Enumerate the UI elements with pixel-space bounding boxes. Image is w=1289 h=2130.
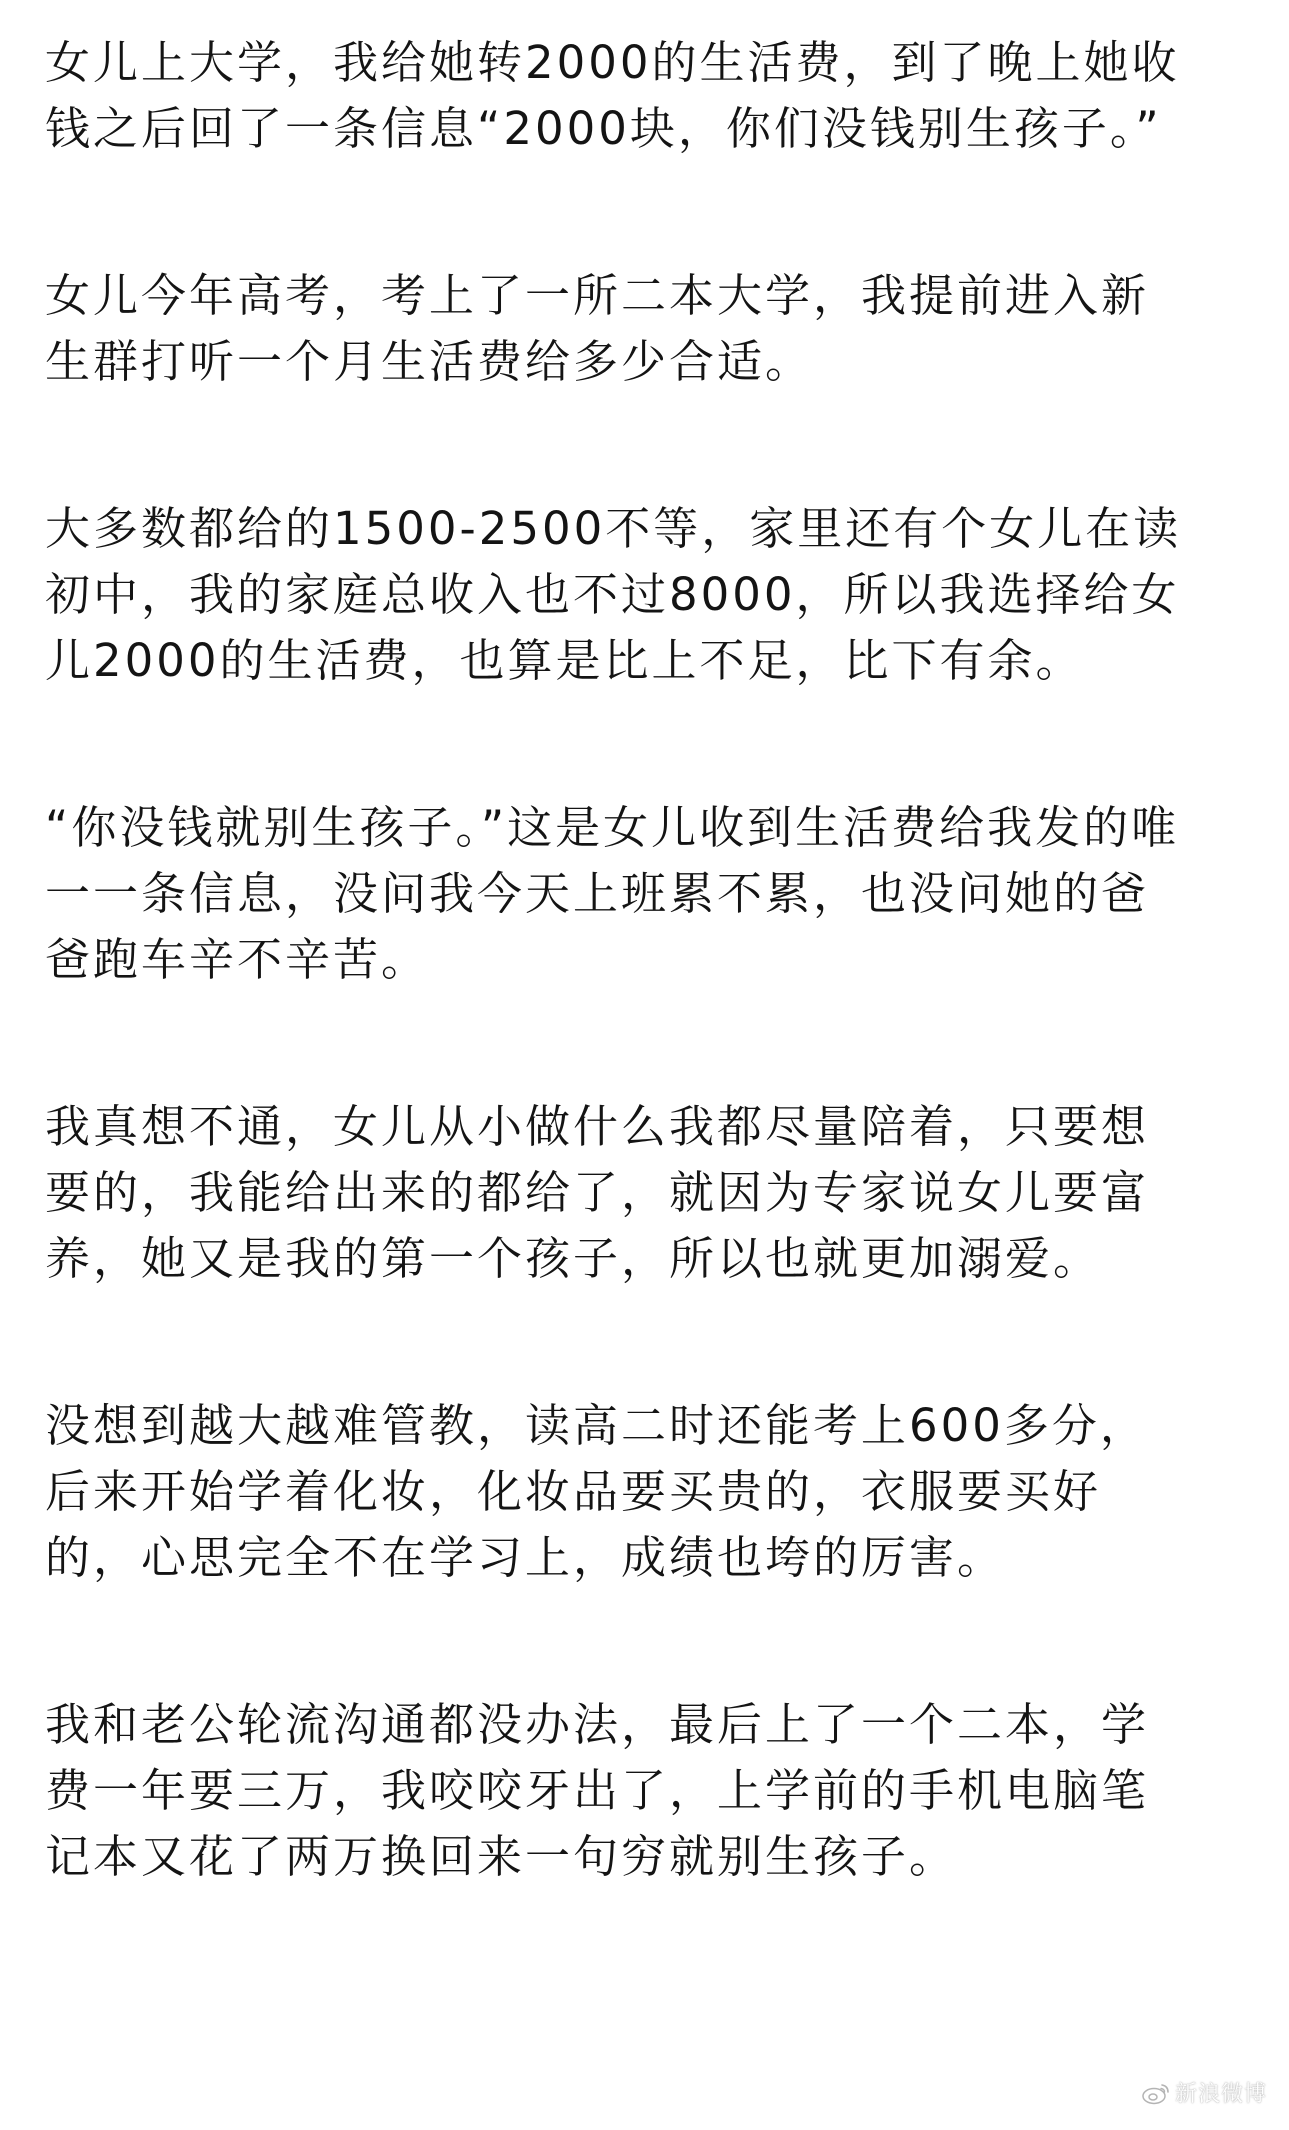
watermark-text: 新浪微博 [1174,2082,1267,2107]
paragraph-2 [45,263,1251,395]
paragraph-line: 我和老公轮流沟通都没办法，最后上了一个二本，学 [45,1698,1150,1751]
paragraph-line: 后来开始学着化妆，化妆品要买贵的，衣服要买好 [45,1465,1102,1518]
paragraph-line: 女儿上大学，我给她转2000的生活费，到了晚上她收 [45,36,1180,89]
watermark [1141,2077,1267,2108]
paragraph-line: 生群打听一个月生活费给多少合适。 [45,335,814,388]
article-body [45,30,1251,1890]
paragraph-line: 大多数都给的1500-2500不等，家里还有个女儿在读 [45,502,1182,555]
paragraph-line: 儿2000的生活费，也算是比上不足，比下有余。 [45,634,1084,687]
paragraph-7 [45,1692,1251,1890]
paragraph-1 [45,30,1251,162]
paragraph-line: 记本又花了两万换回来一句穷就别生孩子。 [45,1830,958,1883]
paragraph-line: 要的，我能给出来的都给了，就因为专家说女儿要富 [45,1166,1150,1219]
paragraph-line: 没想到越大越难管教，读高二时还能考上600多分， [45,1399,1148,1452]
paragraph-line: 爸跑车辛不辛苦。 [45,933,430,986]
paragraph-6 [45,1393,1251,1591]
paragraph-4 [45,795,1251,993]
paragraph-line: 钱之后回了一条信息“2000块，你们没钱别生孩子。” [45,102,1162,155]
paragraph-line: 养，她又是我的第一个孩子，所以也就更加溺爱。 [45,1232,1102,1285]
paragraph-line: 一一条信息，没问我今天上班累不累，也没问她的爸 [45,867,1150,920]
paragraph-line: 的，心思完全不在学习上，成绩也垮的厉害。 [45,1531,1006,1584]
paragraph-line: 初中，我的家庭总收入也不过8000，所以我选择给女 [45,568,1180,621]
paragraph-line: “你没钱就别生孩子。”这是女儿收到生活费给我发的唯 [45,801,1180,854]
paragraph-line: 费一年要三万，我咬咬牙出了，上学前的手机电脑笔 [45,1764,1150,1817]
paragraph-line: 我真想不通，女儿从小做什么我都尽量陪着，只要想 [45,1100,1150,1153]
paragraph-line: 女儿今年高考，考上了一所二本大学，我提前进入新 [45,269,1150,322]
paragraph-5 [45,1094,1251,1292]
paragraph-3 [45,496,1251,694]
weibo-logo-icon [1141,2081,1171,2105]
